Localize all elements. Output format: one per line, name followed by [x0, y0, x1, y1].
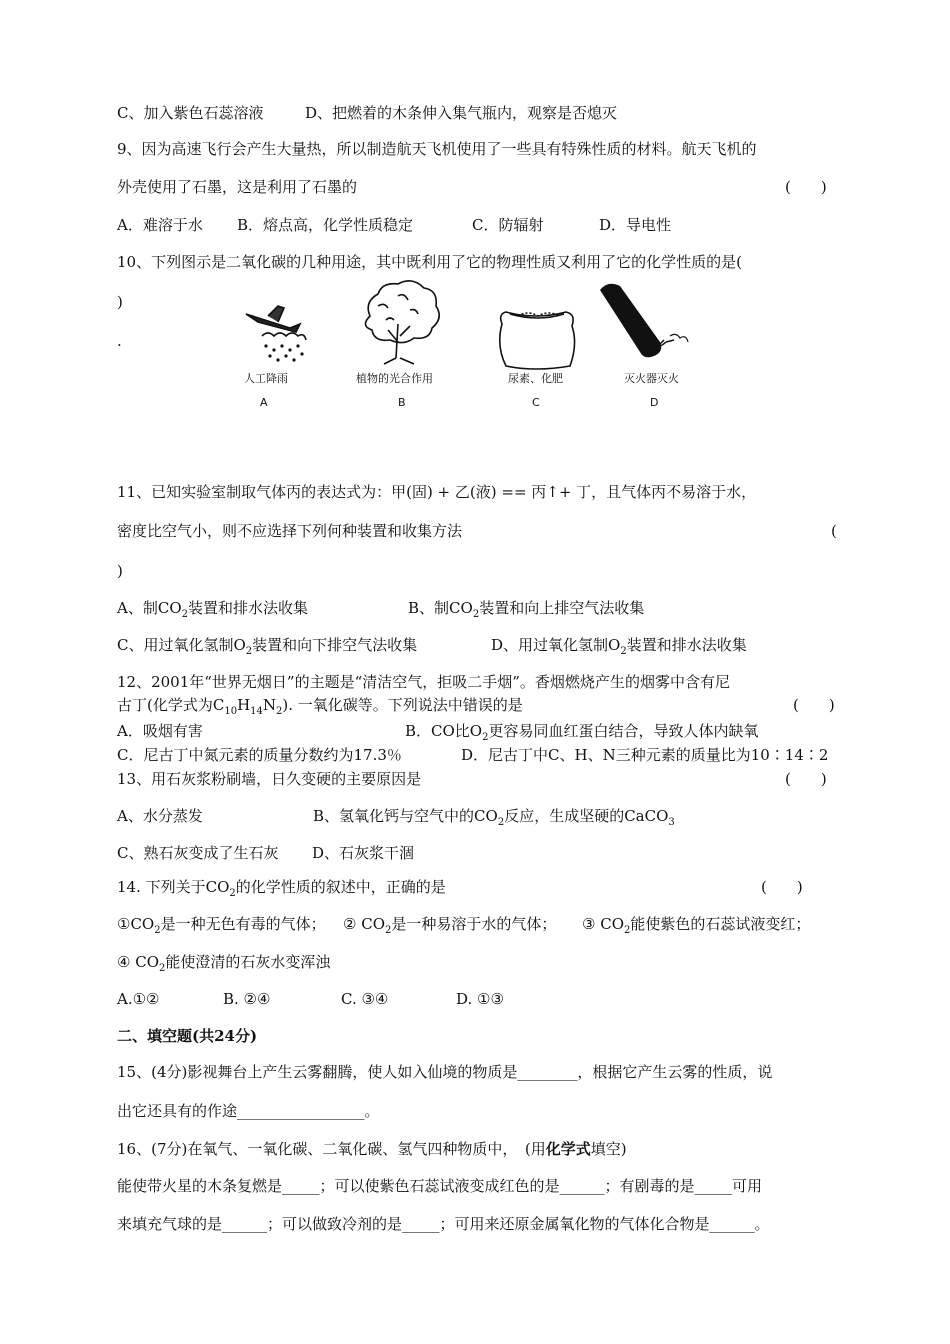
q11-stem-text: 密度比空气小，则不应选择下列何种装置和收集方法	[117, 522, 463, 540]
letter-a: A	[260, 396, 268, 409]
tree-icon	[365, 281, 439, 364]
q15-line-1: 15、(4分)影视舞台上产生云雾翻腾，使人如入仙境的物质是________，根据它产生云雾的性质，说	[117, 1063, 773, 1081]
q14-statement-4: ④ $CO_2$能使澄清的石灰水变浑浊	[117, 953, 331, 974]
q8-option-d: D、把燃着的木条伸入集气瓶内，观察是否熄灭	[305, 104, 618, 122]
q9-stem-text: 外壳使用了石墨，这是利用了石墨的	[117, 178, 358, 196]
q14-option-c: C. ③④	[341, 990, 389, 1008]
q11-option-b: B、制$CO_2$装置和向上排空气法收集	[408, 599, 645, 620]
q9-stem-line-1: 9、因为高速飞行会产生大量热，所以制造航天飞机使用了一些具有特殊性质的材料。航天飞机的	[117, 140, 757, 158]
q12-option-a: A．吸烟有害	[117, 722, 203, 740]
q13-option-b: B、氢氧化钙与空气中的$CO_2$反应，生成坚硬的CaCO$_3$	[313, 807, 675, 828]
q11-paren-open: (	[831, 522, 837, 540]
q14-option-d: D. ①③	[456, 990, 504, 1008]
letter-b: B	[398, 396, 406, 409]
q14-stem-text: 14. 下列关于$CO_2$的化学性质的叙述中，正确的是	[117, 878, 446, 899]
q9-option-d: D．导电性	[599, 216, 672, 234]
label-c: 尿素、化肥	[508, 372, 563, 385]
q12-stem-line-1: 12、2001年“世界无烟日”的主题是“清洁空气，拒吸二手烟”。香烟燃烧产生的烟雾中含有尼	[117, 673, 730, 691]
q10-stem-line-2: )	[117, 293, 123, 311]
fire-extinguisher-icon	[600, 284, 688, 358]
q9-answer-paren: ( )	[785, 178, 827, 196]
fertilizer-sack-icon	[500, 312, 575, 369]
q12-option-c: C．尼古丁中氮元素的质量分数约为17.3％	[117, 746, 402, 764]
label-a: 人工降雨	[244, 372, 288, 385]
q12-answer-paren: ( )	[793, 696, 835, 714]
q16-line-2: 能使带火星的木条复燃是_____；可以使紫色石蕊试液变成红色的是______；有剧毒的是_____可用	[117, 1177, 763, 1195]
letter-d: D	[650, 396, 659, 409]
q16-stem-emphasis: 化学式	[545, 1140, 591, 1158]
q11-option-c: C、用过氧化氢制$O_2$装置和向下排空气法收集	[117, 636, 418, 657]
q8-option-c: C、加入紫色石蕊溶液	[117, 104, 264, 122]
q10-stem-line-1: 10、下列图示是二氧化碳的几种用途，其中既利用了它的物理性质又利用了它的化学性质的是(	[117, 253, 742, 271]
q11-paren-close: )	[117, 562, 123, 580]
q10-dot: .	[117, 332, 122, 350]
q16-stem-text: 16、(7分)在氧气、一氧化碳、二氧化碳、氢气四种物质中， (用	[117, 1140, 546, 1158]
co2-uses-illustration	[238, 276, 706, 412]
q14-statement-3: ③ $CO_2$能使紫色的石蕊试液变红；	[582, 915, 811, 936]
q14-option-a: A.①②	[117, 990, 160, 1008]
airplane-rain-icon	[246, 306, 306, 362]
q13-option-c: C、熟石灰变成了生石灰	[117, 844, 279, 862]
q12-option-d: D．尼古丁中C、H、N三种元素的质量比为10∶14∶2	[461, 746, 829, 764]
q9-option-c: C．防辐射	[472, 216, 544, 234]
q14-statement-1: $①CO_2$是一种无色有毒的气体；	[117, 915, 326, 936]
q16-line-3: 来填充气球的是______；可以做致冷剂的是_____；可用来还原金属氧化物的气体化合物是______。	[117, 1215, 770, 1233]
co2-uses-figure	[238, 276, 706, 412]
q14-option-b: B. ②④	[223, 990, 271, 1008]
q14-answer-paren: ( )	[761, 878, 803, 896]
label-b: 植物的光合作用	[356, 372, 433, 385]
q13-answer-paren: ( )	[785, 770, 827, 788]
q9-option-a: A．难溶于水	[117, 216, 203, 234]
q9-option-b: B．熔点高，化学性质稳定	[237, 216, 414, 234]
q12-option-b: B．CO比$O_2$更容易同血红蛋白结合，导致人体内缺氧	[405, 722, 759, 743]
q13-option-a: A、水分蒸发	[117, 807, 203, 825]
q15-line-2: 出它还具有的作途_________________。	[117, 1102, 380, 1120]
label-d: 灭火器灭火	[624, 372, 679, 385]
q12-stem-formula: 古丁(化学式为$C_{10}H_{14}N_2$). 一氧化碳等。下列说法中错误的是	[117, 696, 523, 717]
q11-option-d: D、用过氧化氢制$O_2$装置和排水法收集	[491, 636, 747, 657]
q16-stem-line	[117, 1139, 840, 1159]
q11-option-a: A、制$CO_2$装置和排水法收集	[117, 599, 309, 620]
q11-stem-line-1: 11、已知实验室制取气体丙的表达式为：甲(固) + 乙(液) == 丙↑+ 丁，且气体丙不易溶于水，	[117, 483, 757, 501]
section-2-title: 二、填空题(共24分)	[117, 1027, 258, 1045]
q14-statement-2: ② $CO_2$是一种易溶于水的气体；	[343, 915, 557, 936]
q16-stem-suffix: 填空)	[590, 1140, 627, 1158]
q13-option-d: D、石灰浆干涸	[312, 844, 415, 862]
q13-stem-text: 13、用石灰浆粉刷墙，日久变硬的主要原因是	[117, 770, 422, 788]
letter-c: C	[532, 396, 540, 409]
